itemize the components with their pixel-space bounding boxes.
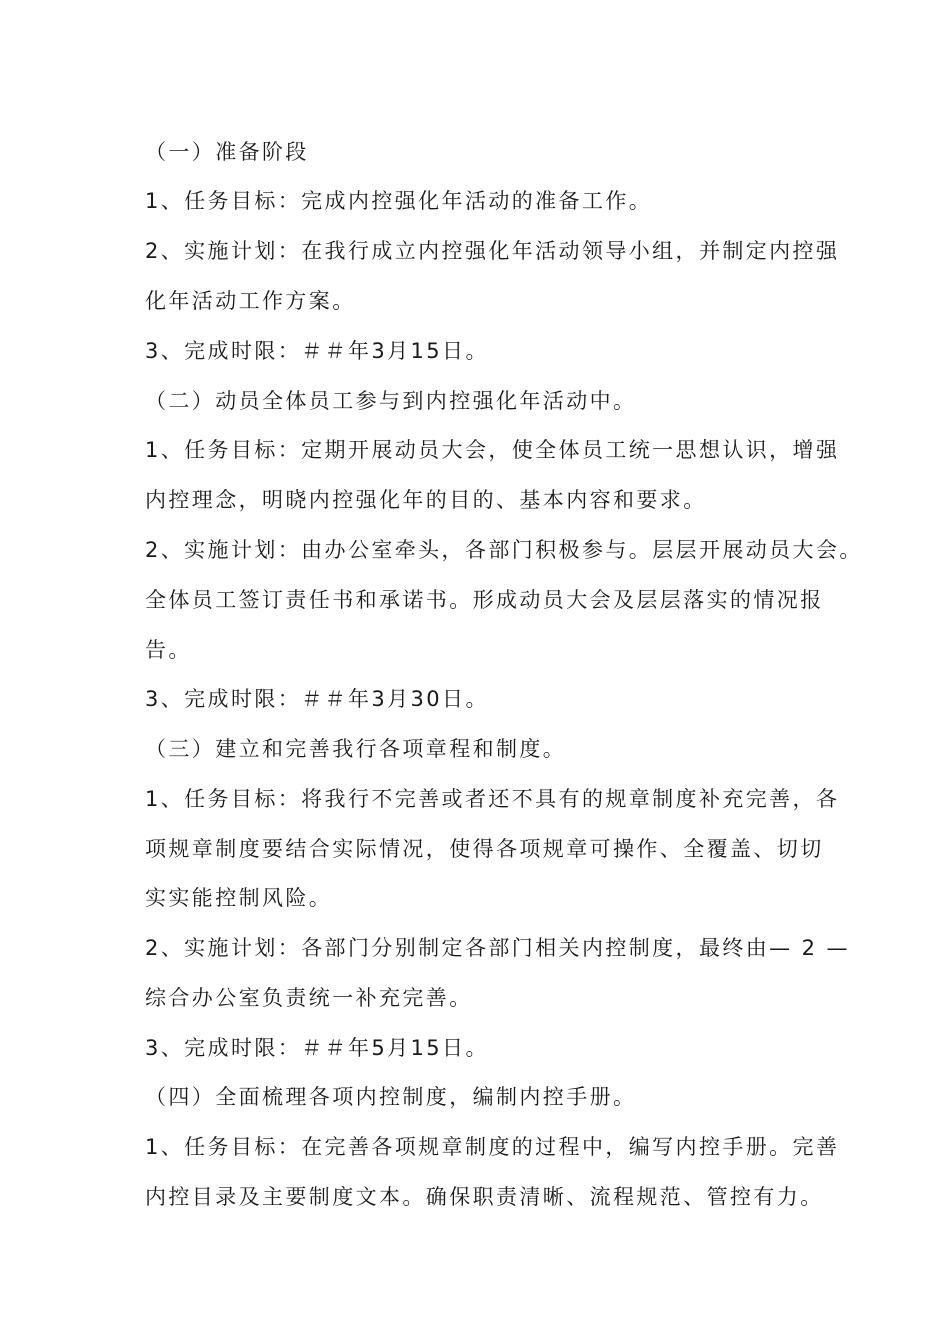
paragraph-line: 内控理念，明晓内控强化年的目的、基本内容和要求。 [145, 488, 707, 512]
paragraph-line: 2、实施计划：在我行成立内控强化年活动领导小组，并制定内控强 [145, 239, 840, 263]
paragraph-line: 告。 [145, 638, 192, 662]
paragraph-line: 项规章制度要结合实际情况，使得各项规章可操作、全覆盖、切切 [145, 837, 824, 861]
paragraph-line: 1、任务目标：在完善各项规章制度的过程中，编写内控手册。完善 [145, 1135, 840, 1159]
paragraph-line: 2、实施计划：各部门分别制定各部门相关内控制度，最终由— 2 — [145, 936, 850, 960]
paragraph-line: 3、完成时限：＃＃年3月30日。 [145, 687, 489, 711]
section-heading-2: （二）动员全体员工参与到内控强化年活动中。 [145, 389, 637, 413]
paragraph-line: 1、任务目标：定期开展动员大会，使全体员工统一思想认识，增强 [145, 438, 840, 462]
section-heading-1: （一）准备阶段 [145, 140, 309, 164]
paragraph-line: 综合办公室负责统一补充完善。 [145, 986, 473, 1010]
section-heading-3: （三）建立和完善我行各项章程和制度。 [145, 737, 567, 761]
paragraph-line: 内控目录及主要制度文本。确保职责清晰、流程规范、管控有力。 [145, 1185, 824, 1209]
paragraph-line: 1、任务目标：完成内控强化年活动的准备工作。 [145, 189, 653, 213]
paragraph-line: 3、完成时限：＃＃年5月15日。 [145, 1036, 489, 1060]
paragraph-line: 实实能控制风险。 [145, 886, 333, 910]
paragraph-line: 全体员工签订责任书和承诺书。形成动员大会及层层落实的情况报 [145, 588, 824, 612]
section-heading-4: （四）全面梳理各项内控制度，编制内控手册。 [145, 1085, 637, 1109]
paragraph-line: 2、实施计划：由办公室牵头，各部门积极参与。层层开展动员大会。 [145, 538, 863, 562]
paragraph-line: 1、任务目标：将我行不完善或者还不具有的规章制度补充完善，各 [145, 787, 840, 811]
paragraph-line: 3、完成时限：＃＃年3月15日。 [145, 339, 489, 363]
paragraph-line: 化年活动工作方案。 [145, 289, 356, 313]
